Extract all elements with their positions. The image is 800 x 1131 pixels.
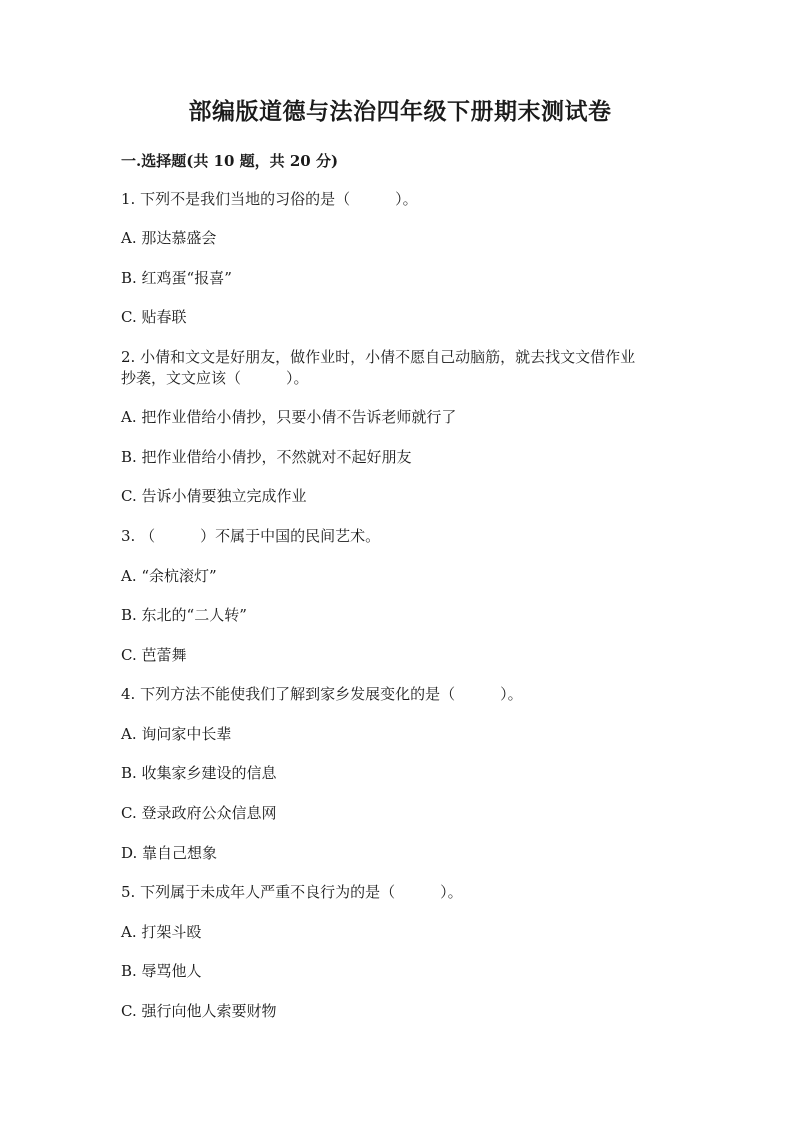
question-1-option-c: C. 贴春联: [121, 308, 187, 326]
question-2-stem-line-2: 抄袭，文文应该（ ）。: [121, 369, 309, 387]
question-5-stem: 5. 下列属于未成年人严重不良行为的是（ ）。: [121, 883, 463, 901]
question-4-option-b: B. 收集家乡建设的信息: [121, 764, 277, 782]
section-heading: 一.选择题(共 10 题，共 20 分): [121, 152, 339, 170]
question-1-stem: 1. 下列不是我们当地的习俗的是（ ）。: [121, 190, 418, 208]
question-5-option-b: B. 辱骂他人: [121, 962, 202, 980]
question-3-option-b: B. 东北的“二人转”: [121, 606, 247, 624]
question-1-option-b: B. 红鸡蛋“报喜”: [121, 269, 232, 287]
question-4-option-c: C. 登录政府公众信息网: [121, 804, 277, 822]
question-3-option-a: A. “余杭滚灯”: [121, 567, 217, 585]
question-1-option-a: A. 那达慕盛会: [121, 229, 217, 247]
question-3-stem: 3. （ ）不属于中国的民间艺术。: [121, 527, 381, 545]
question-5-option-c: C. 强行向他人索要财物: [121, 1002, 277, 1020]
question-4-stem: 4. 下列方法不能使我们了解到家乡发展变化的是（ ）。: [121, 685, 523, 703]
question-2-stem-line-1: 2. 小倩和文文是好朋友，做作业时，小倩不愿自己动脑筋，就去找文文借作业: [121, 348, 636, 366]
question-2-option-a: A. 把作业借给小倩抄，只要小倩不告诉老师就行了: [121, 408, 457, 426]
question-2-option-b: B. 把作业借给小倩抄，不然就对不起好朋友: [121, 448, 412, 466]
question-4-option-a: A. 询问家中长辈: [121, 725, 232, 743]
page-title: 部编版道德与法治四年级下册期末测试卷: [188, 98, 612, 125]
question-2-option-c: C. 告诉小倩要独立完成作业: [121, 487, 307, 505]
question-4-option-d: D. 靠自己想象: [121, 844, 218, 862]
question-5-option-a: A. 打架斗殴: [121, 923, 202, 941]
question-3-option-c: C. 芭蕾舞: [121, 646, 187, 664]
